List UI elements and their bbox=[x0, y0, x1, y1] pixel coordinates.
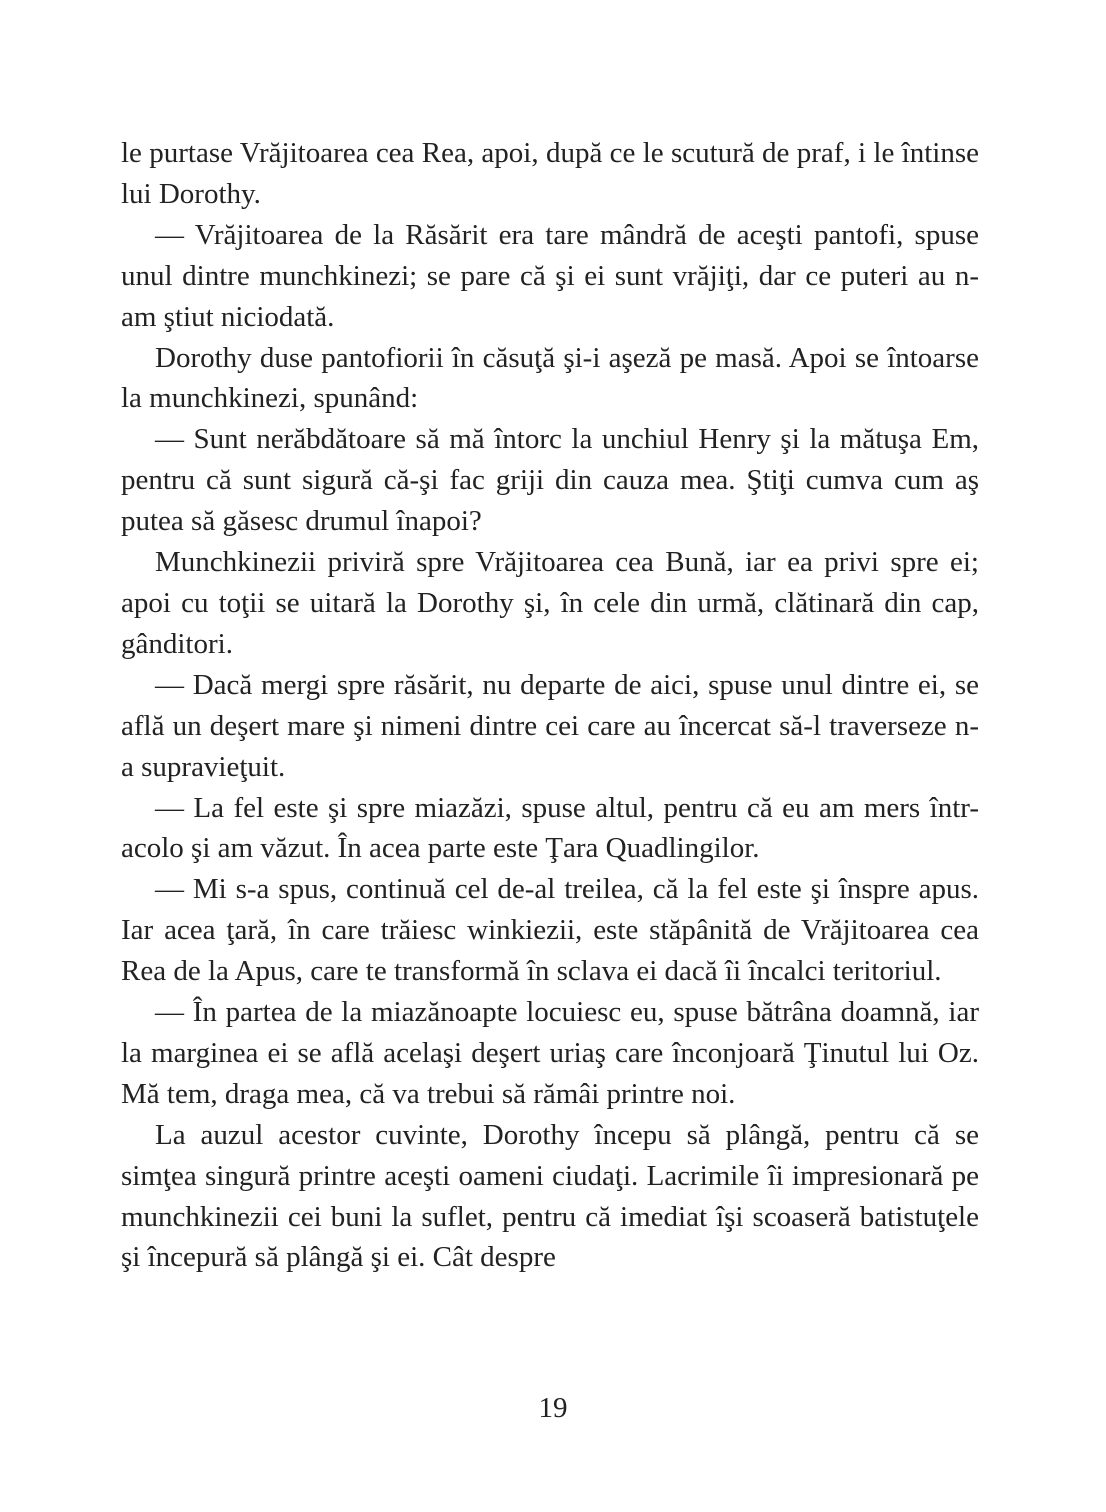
paragraph: Dorothy duse pantofiorii în căsuţă şi-i aşeză pe masă. Apoi se întoarse la munchkinezi, spunând: bbox=[121, 341, 979, 415]
paragraph: La auzul acestor cuvinte, Dorothy începu să plângă, pentru că se simţea singură printre aceşti oameni ciudaţi. Lacrimile îi impresionară pe munchkinezii cei buni la suflet, pentru că imediat îşi scoaseră batistuţele şi începură să plângă şi ei. Cât despre bbox=[121, 1118, 979, 1274]
paragraph-dialogue: — Dacă mergi spre răsărit, nu departe de aici, spuse unul dintre ei, se află un deşert mare şi nimeni dintre cei care au încercat să-l traverseze n-a supravieţuit. bbox=[121, 668, 979, 783]
paragraph-dialogue: — Vrăjitoarea de la Răsărit era tare mândră de aceşti pantofi, spuse unul dintre munchkinezi; se pare că şi ei sunt vrăjiţi, dar ce puteri au n-am ştiut niciodată. bbox=[121, 218, 979, 333]
paragraph-dialogue: — Mi s-a spus, continuă cel de-al treilea, că la fel este şi înspre apus. Iar acea ţară, în care trăiesc winkiezii, este stăpânită de Vrăjitoarea cea Rea de la Apus, care te transformă în sclava ei dacă îi încalci teritoriul. bbox=[121, 873, 979, 988]
paragraph-dialogue: — La fel este şi spre miazăzi, spuse altul, pentru că eu am mers într-acolo şi am văzut. În acea parte este Ţara Quadlingilor. bbox=[121, 791, 979, 865]
paragraph-dialogue: — În partea de la miazănoapte locuiesc eu, spuse bătrâna doamnă, iar la marginea ei se află acelaşi deşert uriaş care înconjoară Ţinutul lui Oz. Mă tem, draga mea, că va trebui să rămâi printre noi. bbox=[121, 996, 979, 1110]
paragraph-dialogue: — Sunt nerăbdătoare să mă întorc la unchiul Henry şi la mătuşa Em, pentru că sunt sigură că-şi fac griji din cauza mea. Ştiţi cumva cum aş putea să găsesc drumul înapoi? bbox=[121, 423, 979, 538]
paragraph-continuation: le purtase Vrăjitoarea cea Rea, apoi, după ce le scutură de praf, i le întinse lui Dorothy. bbox=[121, 137, 979, 210]
paragraph: Munchkinezii priviră spre Vrăjitoarea cea Bună, iar ea privi spre ei; apoi cu toţii se uitară la Dorothy şi, în cele din urmă, clătinară din cap, gânditori. bbox=[121, 546, 979, 660]
page-number: 19 bbox=[538, 1392, 568, 1424]
page-body-text bbox=[121, 133, 979, 1278]
